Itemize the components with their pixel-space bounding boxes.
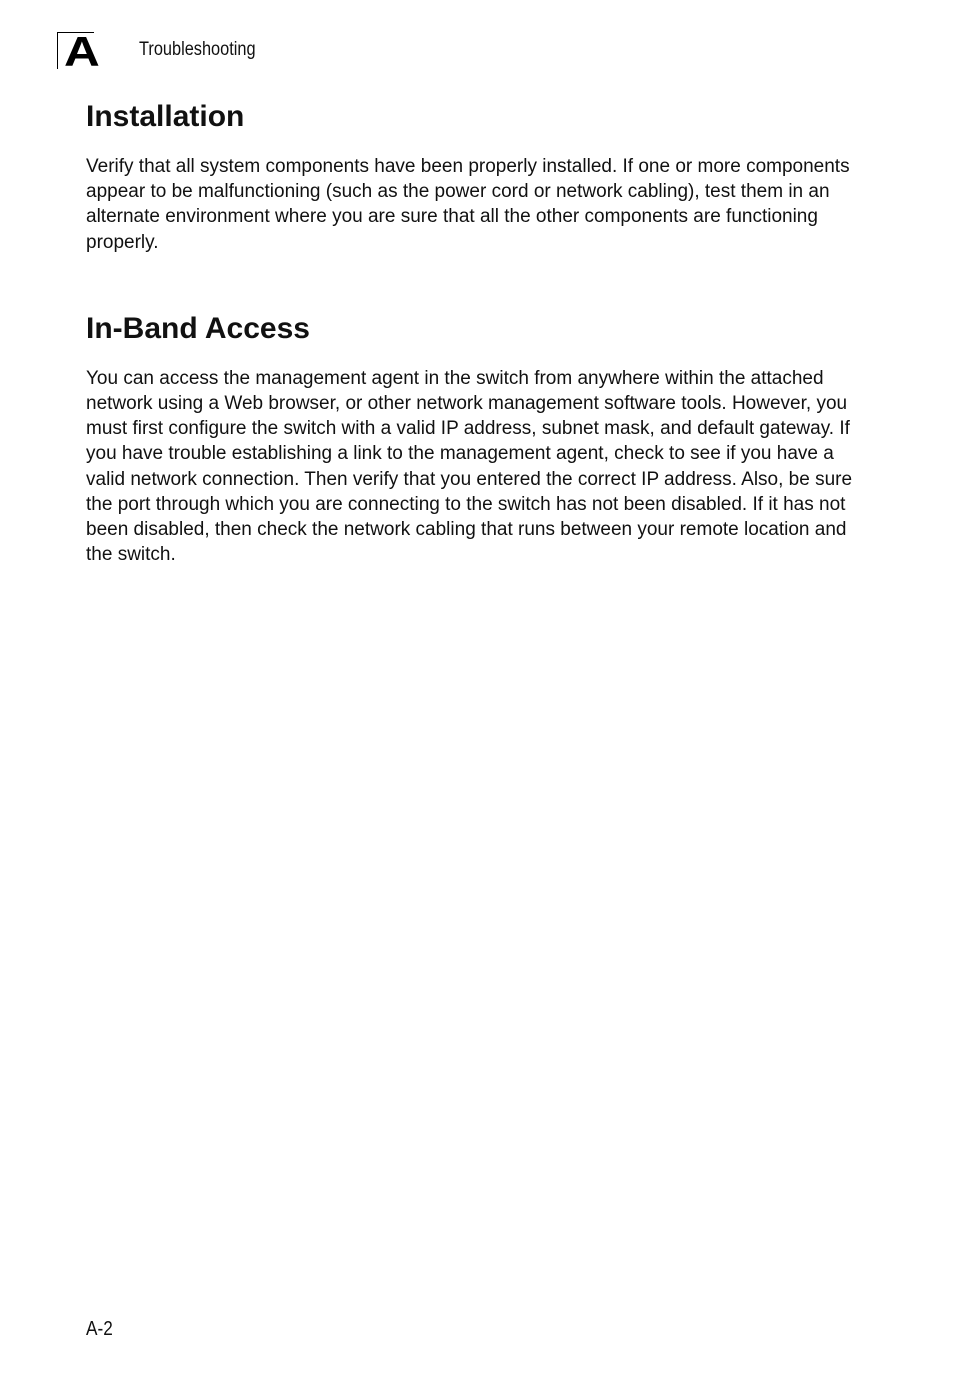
section-title-installation: Installation [86, 100, 245, 133]
running-header-title: Troubleshooting [139, 39, 256, 60]
page-number: A-2 [86, 1318, 113, 1340]
section-body-installation: Verify that all system components have been properly installed. If one or more components appear to be malfunctioning (such as the power cord or network cabling), test them in an alternate environment where you are sure that all the other components are functioning properly. [86, 156, 850, 253]
section-title-in-band-access: In-Band Access [86, 311, 310, 345]
section-body-in-band-access: You can access the management agent in the switch from anywhere within the attached network using a Web browser, or other network management software tools. However, you must first configure the switch with a valid IP address, subnet mask, and default gateway. If you have trouble establishing a link to the management agent, check to see if you have a valid network connection. Then verify that you entered the correct IP address. Also, be sure the port through which you are connecting to the switch has not been disabled. If it has not been disabled, then check the network cabling that runs between your remote location and the switch. [86, 367, 853, 566]
page-content [86, 98, 856, 567]
page-header [0, 0, 954, 80]
appendix-tab-mark [57, 28, 111, 75]
appendix-letter: A [64, 28, 99, 75]
